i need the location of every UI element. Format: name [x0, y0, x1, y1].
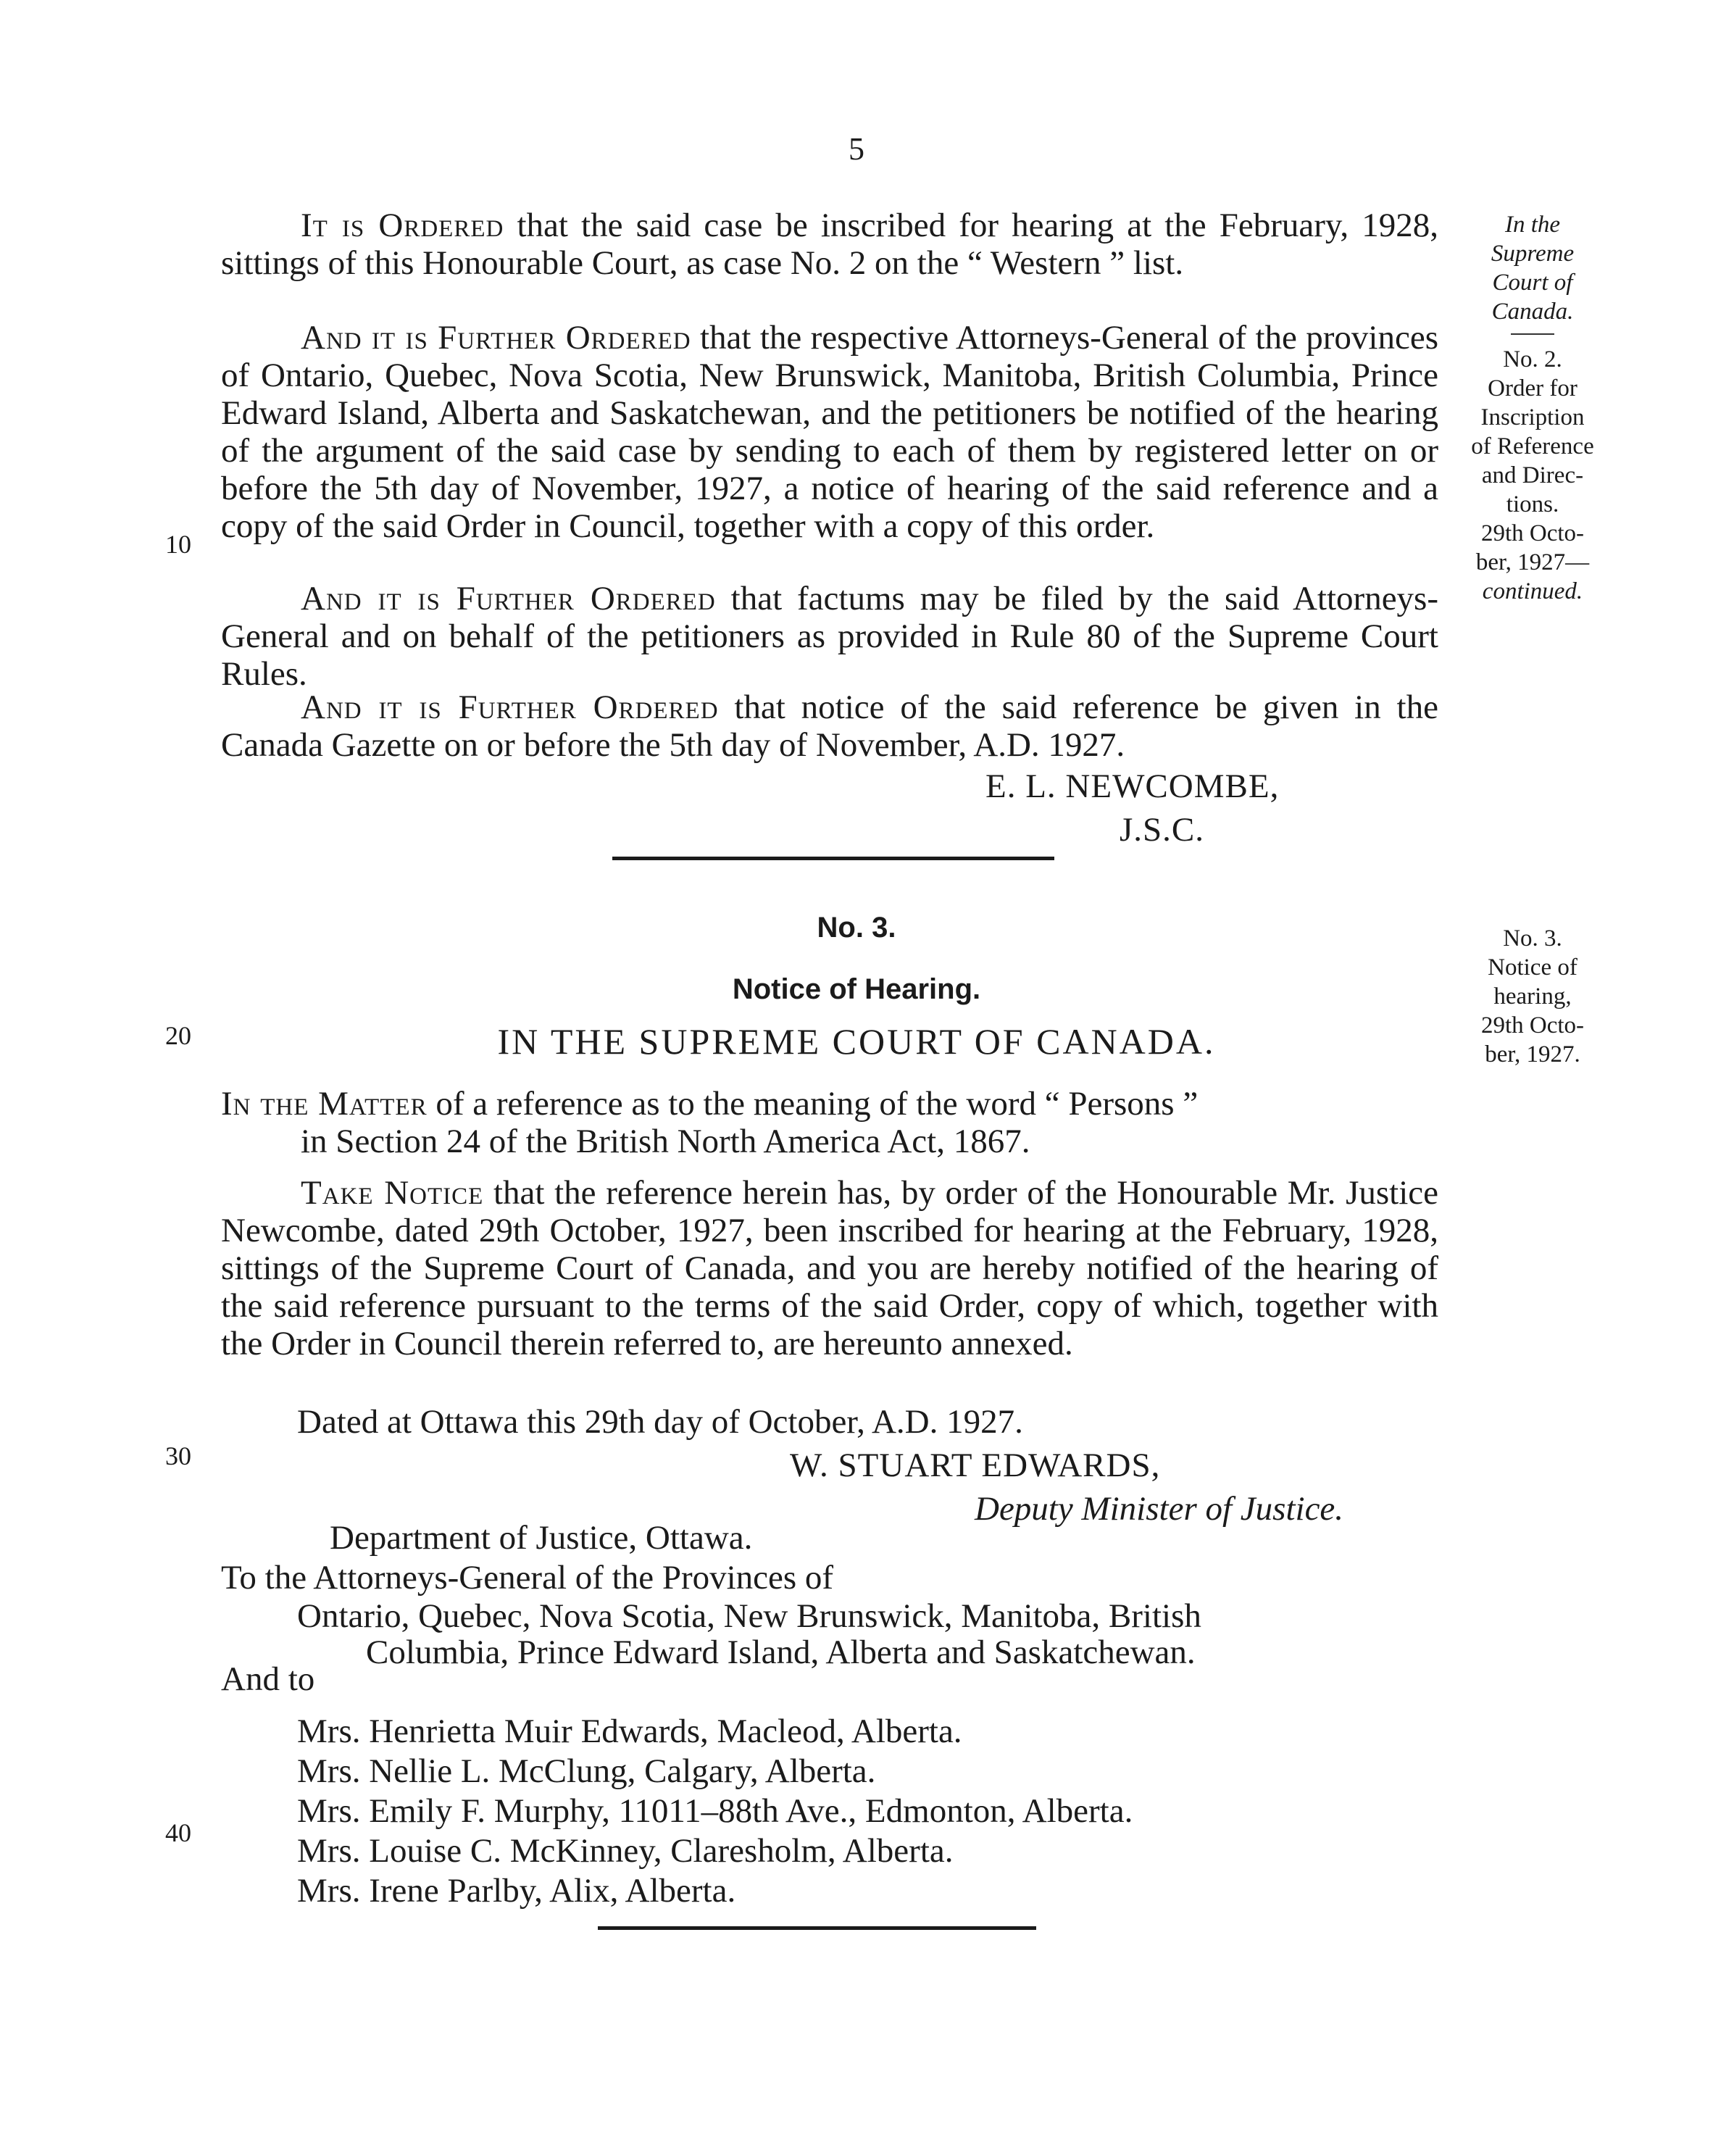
margin-court-line-3: Court of — [1492, 270, 1573, 296]
order-paragraph-2 — [221, 319, 1438, 545]
order-text-3: that factums may be filed by the said Attorneys-General and on behalf of the petitioners as provided in Rule 80 of the Supreme Court Rules. — [221, 580, 1438, 693]
margin2-desc-2: hearing, — [1493, 983, 1572, 1010]
margin2-doc-number: No. 3. — [1503, 925, 1562, 952]
order-lead-3: And it is Further Ordered — [301, 580, 716, 617]
line-number-10: 10 — [165, 530, 191, 559]
order-text-2: that the respective Attorneys-General of the provinces of Ontario, Quebec, Nova Scotia, New Brunswick, Manitoba, British Columbia, Prince Edward Island, Alberta and Saskatchewan, and the petitioners be notified of the hearing of the argument of the said case by sending to each of them by registered letter on or before the 5th day of November, 1927, a notice of hearing of the said reference and a copy of the said Order in Council, together with a copy of this order. — [221, 319, 1438, 545]
take-notice-text: that the reference herein has, by order of the Honourable Mr. Justice Newcombe, dated 29th October, 1927, been inscribed for hearing at the February, 1928, sittings of the Supreme Court of Canada, and you are hereby notified of the hearing of the said reference pursuant to the terms of the said Order, copy of which, together with the Order in Council therein referred to, are hereunto annexed. — [221, 1174, 1438, 1362]
margin-desc-5: tions. — [1506, 491, 1559, 517]
department-line: Department of Justice, Ottawa. — [330, 1519, 753, 1557]
dated-line: Dated at Ottawa this 29th day of October, A.D. 1927. — [297, 1403, 1023, 1441]
margin2-desc-4: ber, 1927. — [1485, 1041, 1580, 1067]
notice-title: Notice of Hearing. — [732, 973, 981, 1005]
notice-signer-title: Deputy Minister of Justice. — [975, 1490, 1344, 1528]
recipient-1: Mrs. Henrietta Muir Edwards, Macleod, Alberta. — [297, 1712, 962, 1750]
order-text-4: that notice of the said reference be given in the Canada Gazette on or before the 5th day of November, A.D. 1927. — [221, 688, 1438, 764]
margin-desc-8: continued. — [1482, 578, 1583, 604]
matter-lead: In the Matter — [221, 1085, 428, 1123]
matter-text-1: of a reference as to the meaning of the word “ Persons ” — [427, 1085, 1199, 1123]
page-number: 5 — [849, 131, 864, 167]
recipient-3: Mrs. Emily F. Murphy, 11011–88th Ave., Edmonton, Alberta. — [297, 1792, 1133, 1830]
margin-desc-2: Inscription — [1480, 404, 1585, 430]
section-divider-1 — [612, 857, 1054, 860]
margin-note-notice — [1449, 924, 1616, 1069]
margin-dash — [1511, 333, 1554, 335]
margin-desc-1: Order for — [1488, 375, 1577, 401]
order-signature-name: E. L. NEWCOMBE, — [985, 767, 1280, 805]
margin-court-line-2: Supreme — [1491, 241, 1575, 267]
order-lead-4: And it is Further Ordered — [301, 688, 719, 726]
to-line: To the Attorneys-General of the Provinces of — [221, 1559, 834, 1597]
order-signature-title: J.S.C. — [1120, 811, 1205, 849]
order-lead-2: And it is Further Ordered — [301, 319, 691, 357]
line-number-40: 40 — [165, 1818, 191, 1847]
provinces-line-2: Columbia, Prince Edward Island, Alberta and Saskatchewan. — [366, 1633, 1196, 1671]
margin-note-order — [1449, 210, 1616, 606]
margin-desc-4: and Direc- — [1481, 462, 1584, 488]
margin2-desc-3: 29th Octo- — [1480, 1012, 1585, 1039]
line-number-30: 30 — [165, 1441, 191, 1470]
order-paragraph-3 — [221, 580, 1438, 693]
take-notice-paragraph — [221, 1174, 1438, 1362]
margin-desc-3: of Reference — [1471, 433, 1594, 459]
matter-line-1 — [221, 1084, 1198, 1123]
order-lead-1: It is Ordered — [301, 207, 504, 244]
section-divider-2 — [598, 1926, 1036, 1930]
recipient-4: Mrs. Louise C. McKinney, Claresholm, Alberta. — [297, 1832, 954, 1870]
take-notice-lead: Take Notice — [301, 1174, 484, 1212]
order-paragraph-4 — [221, 688, 1438, 764]
margin2-desc-1: Notice of — [1488, 954, 1577, 981]
order-text-1: that the said case be inscribed for hearing at the February, 1928, sittings of this Honourable Court, as case No. 2 on the “ Western ” list. — [221, 207, 1438, 282]
margin-court-line-4: Canada. — [1491, 299, 1574, 325]
margin-court-line-1: In the — [1504, 212, 1561, 238]
and-to-line: And to — [221, 1660, 315, 1698]
recipient-5: Mrs. Irene Parlby, Alix, Alberta. — [297, 1872, 736, 1910]
line-number-20: 20 — [165, 1021, 191, 1050]
margin-desc-7: ber, 1927— — [1475, 549, 1590, 575]
margin-doc-number: No. 2. — [1503, 346, 1562, 372]
notice-number: No. 3. — [817, 912, 896, 944]
notice-signer-name: W. STUART EDWARDS, — [790, 1447, 1161, 1484]
court-heading: IN THE SUPREME COURT OF CANADA. — [497, 1021, 1216, 1062]
margin-desc-6: 29th Octo- — [1480, 520, 1585, 546]
recipient-2: Mrs. Nellie L. McClung, Calgary, Alberta. — [297, 1752, 876, 1790]
order-paragraph-1 — [221, 207, 1438, 282]
matter-line-2: in Section 24 of the British North America Act, 1867. — [301, 1123, 1030, 1160]
provinces-line-1: Ontario, Quebec, Nova Scotia, New Brunswick, Manitoba, British — [297, 1597, 1201, 1635]
